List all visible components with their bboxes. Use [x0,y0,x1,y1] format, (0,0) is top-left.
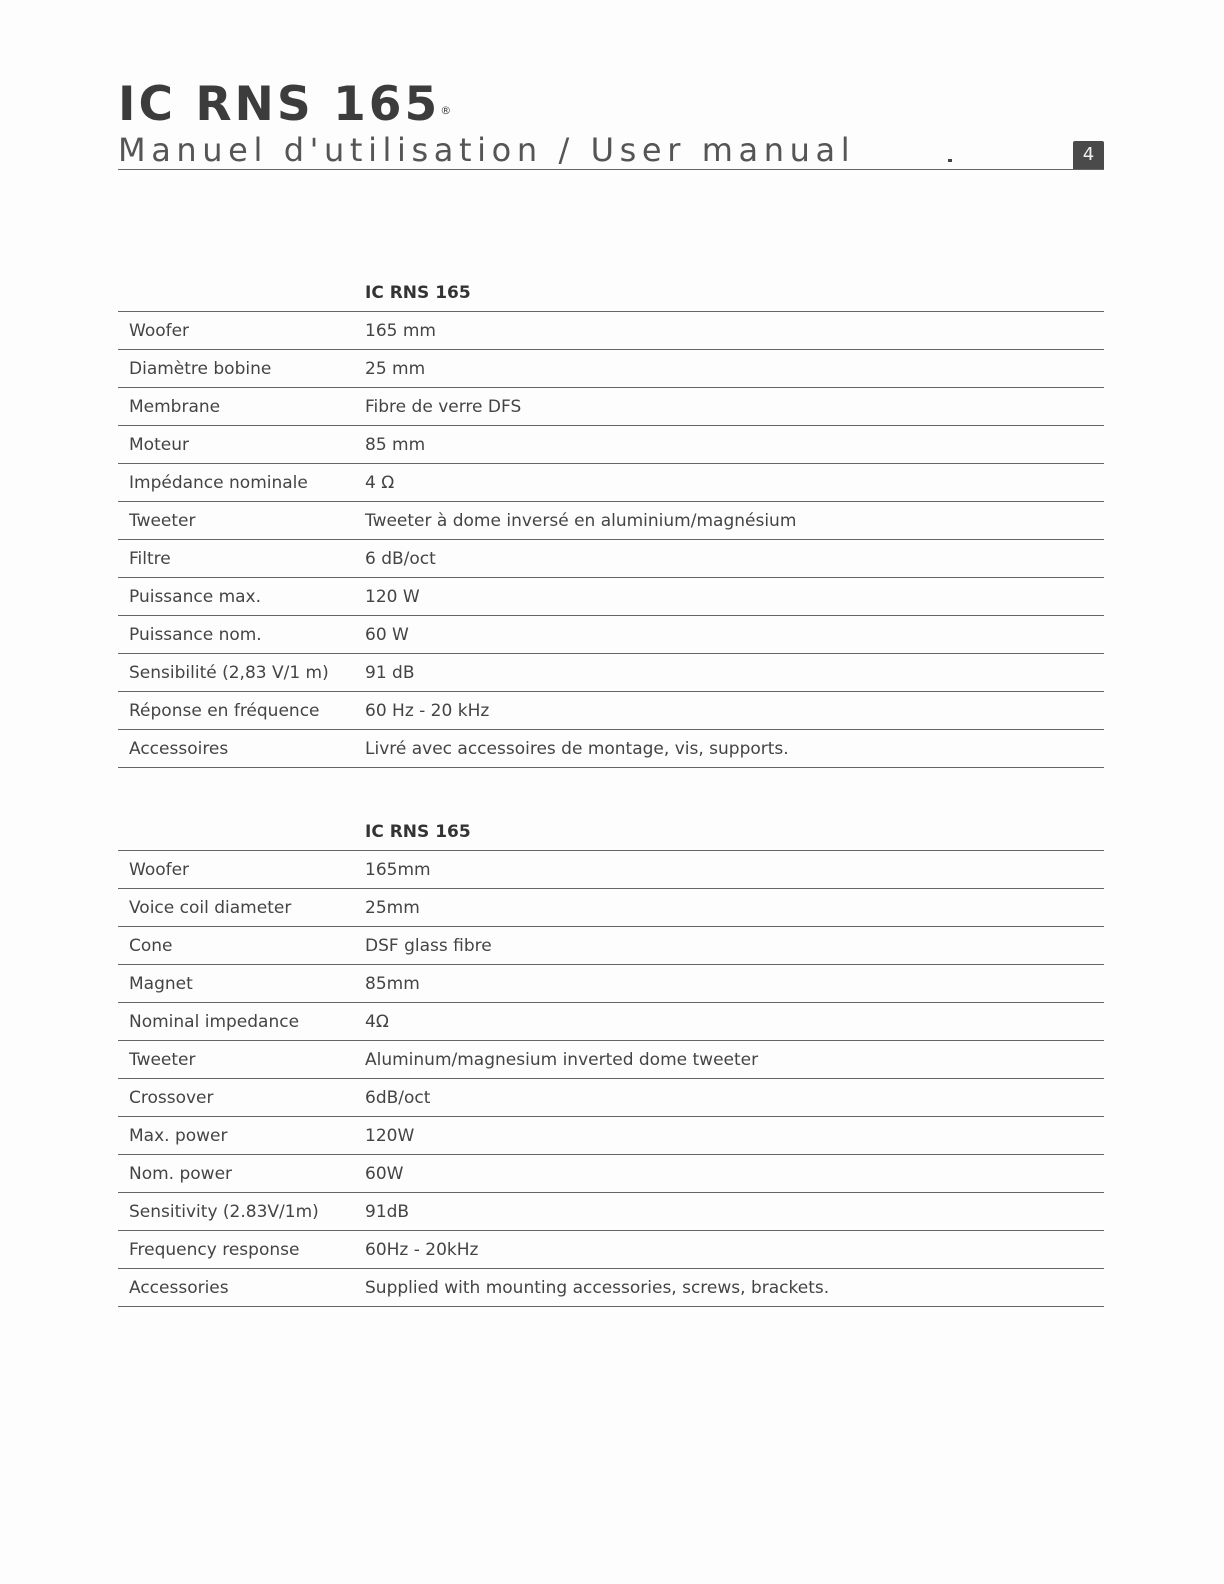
spec-value: Livré avec accessoires de montage, vis, supports. [365,730,1104,768]
spec-label: Cone [118,927,365,965]
manual-subtitle: Manuel d'utilisation / User manual [118,131,856,169]
spec-label: Moteur [118,426,365,464]
spec-label: Membrane [118,388,365,426]
header-dot [948,159,952,162]
spec-value: 91 dB [365,654,1104,692]
spec-label: Woofer [118,851,365,889]
table-row [118,388,1104,426]
spec-value: 60W [365,1155,1104,1193]
table-header-row [118,275,1104,312]
spec-value: Aluminum/magnesium inverted dome tweeter [365,1041,1104,1079]
spec-label: Max. power [118,1117,365,1155]
spec-value: 91dB [365,1193,1104,1231]
header-divider [118,169,1104,170]
spec-label: Puissance nom. [118,616,365,654]
model-heading: IC RNS 165 [365,275,1104,312]
spec-value: 60Hz - 20kHz [365,1231,1104,1269]
spec-table-english [118,814,1104,1307]
table-header-row [118,814,1104,851]
table-row [118,654,1104,692]
table-row [118,312,1104,350]
table-row [118,965,1104,1003]
spec-label: Impédance nominale [118,464,365,502]
spec-value: 120W [365,1117,1104,1155]
spec-label: Filtre [118,540,365,578]
registered-mark: ® [440,104,452,117]
spec-label: Sensitivity (2.83V/1m) [118,1193,365,1231]
table-row [118,1079,1104,1117]
spec-label: Accessoires [118,730,365,768]
spec-label: Woofer [118,312,365,350]
spec-value: 4 Ω [365,464,1104,502]
spec-label: Nom. power [118,1155,365,1193]
header-empty-cell [118,814,365,851]
header-empty-cell [118,275,365,312]
product-title-text: IC RNS 165 [118,77,441,132]
table-row [118,1041,1104,1079]
spec-label: Tweeter [118,502,365,540]
spec-value: DSF glass fibre [365,927,1104,965]
table-row [118,889,1104,927]
page-header [118,78,1104,170]
product-title [118,78,1104,132]
spec-label: Nominal impedance [118,1003,365,1041]
table-row [118,464,1104,502]
table-row [118,502,1104,540]
table-row [118,1003,1104,1041]
table-row [118,578,1104,616]
spec-label: Diamètre bobine [118,350,365,388]
page-number-badge: 4 [1073,141,1104,169]
spec-value: 60 W [365,616,1104,654]
spec-value: 6dB/oct [365,1079,1104,1117]
table-row [118,851,1104,889]
spec-value: 25 mm [365,350,1104,388]
spec-value: 120 W [365,578,1104,616]
table-row [118,730,1104,768]
table-row [118,540,1104,578]
spec-value: 85mm [365,965,1104,1003]
table-row [118,927,1104,965]
spec-value: 4Ω [365,1003,1104,1041]
spec-table-body [118,851,1104,1307]
table-row [118,1231,1104,1269]
spec-label: Tweeter [118,1041,365,1079]
spec-value: 165 mm [365,312,1104,350]
table-row [118,350,1104,388]
table-row [118,1269,1104,1307]
spec-label: Voice coil diameter [118,889,365,927]
model-heading: IC RNS 165 [365,814,1104,851]
spec-value: Tweeter à dome inversé en aluminium/magnésium [365,502,1104,540]
spec-value: 85 mm [365,426,1104,464]
spec-value: Supplied with mounting accessories, screws, brackets. [365,1269,1104,1307]
spec-label: Accessories [118,1269,365,1307]
table-row [118,616,1104,654]
table-row [118,692,1104,730]
spec-label: Frequency response [118,1231,365,1269]
table-row [118,1117,1104,1155]
spec-table-french [118,275,1104,768]
spec-label: Magnet [118,965,365,1003]
spec-label: Puissance max. [118,578,365,616]
spec-value: Fibre de verre DFS [365,388,1104,426]
table-row [118,1193,1104,1231]
table-row [118,1155,1104,1193]
spec-value: 60 Hz - 20 kHz [365,692,1104,730]
spec-value: 6 dB/oct [365,540,1104,578]
spec-label: Réponse en fréquence [118,692,365,730]
spec-label: Crossover [118,1079,365,1117]
spec-table-body [118,312,1104,768]
table-row [118,426,1104,464]
spec-label: Sensibilité (2,83 V/1 m) [118,654,365,692]
spec-value: 165mm [365,851,1104,889]
spec-value: 25mm [365,889,1104,927]
